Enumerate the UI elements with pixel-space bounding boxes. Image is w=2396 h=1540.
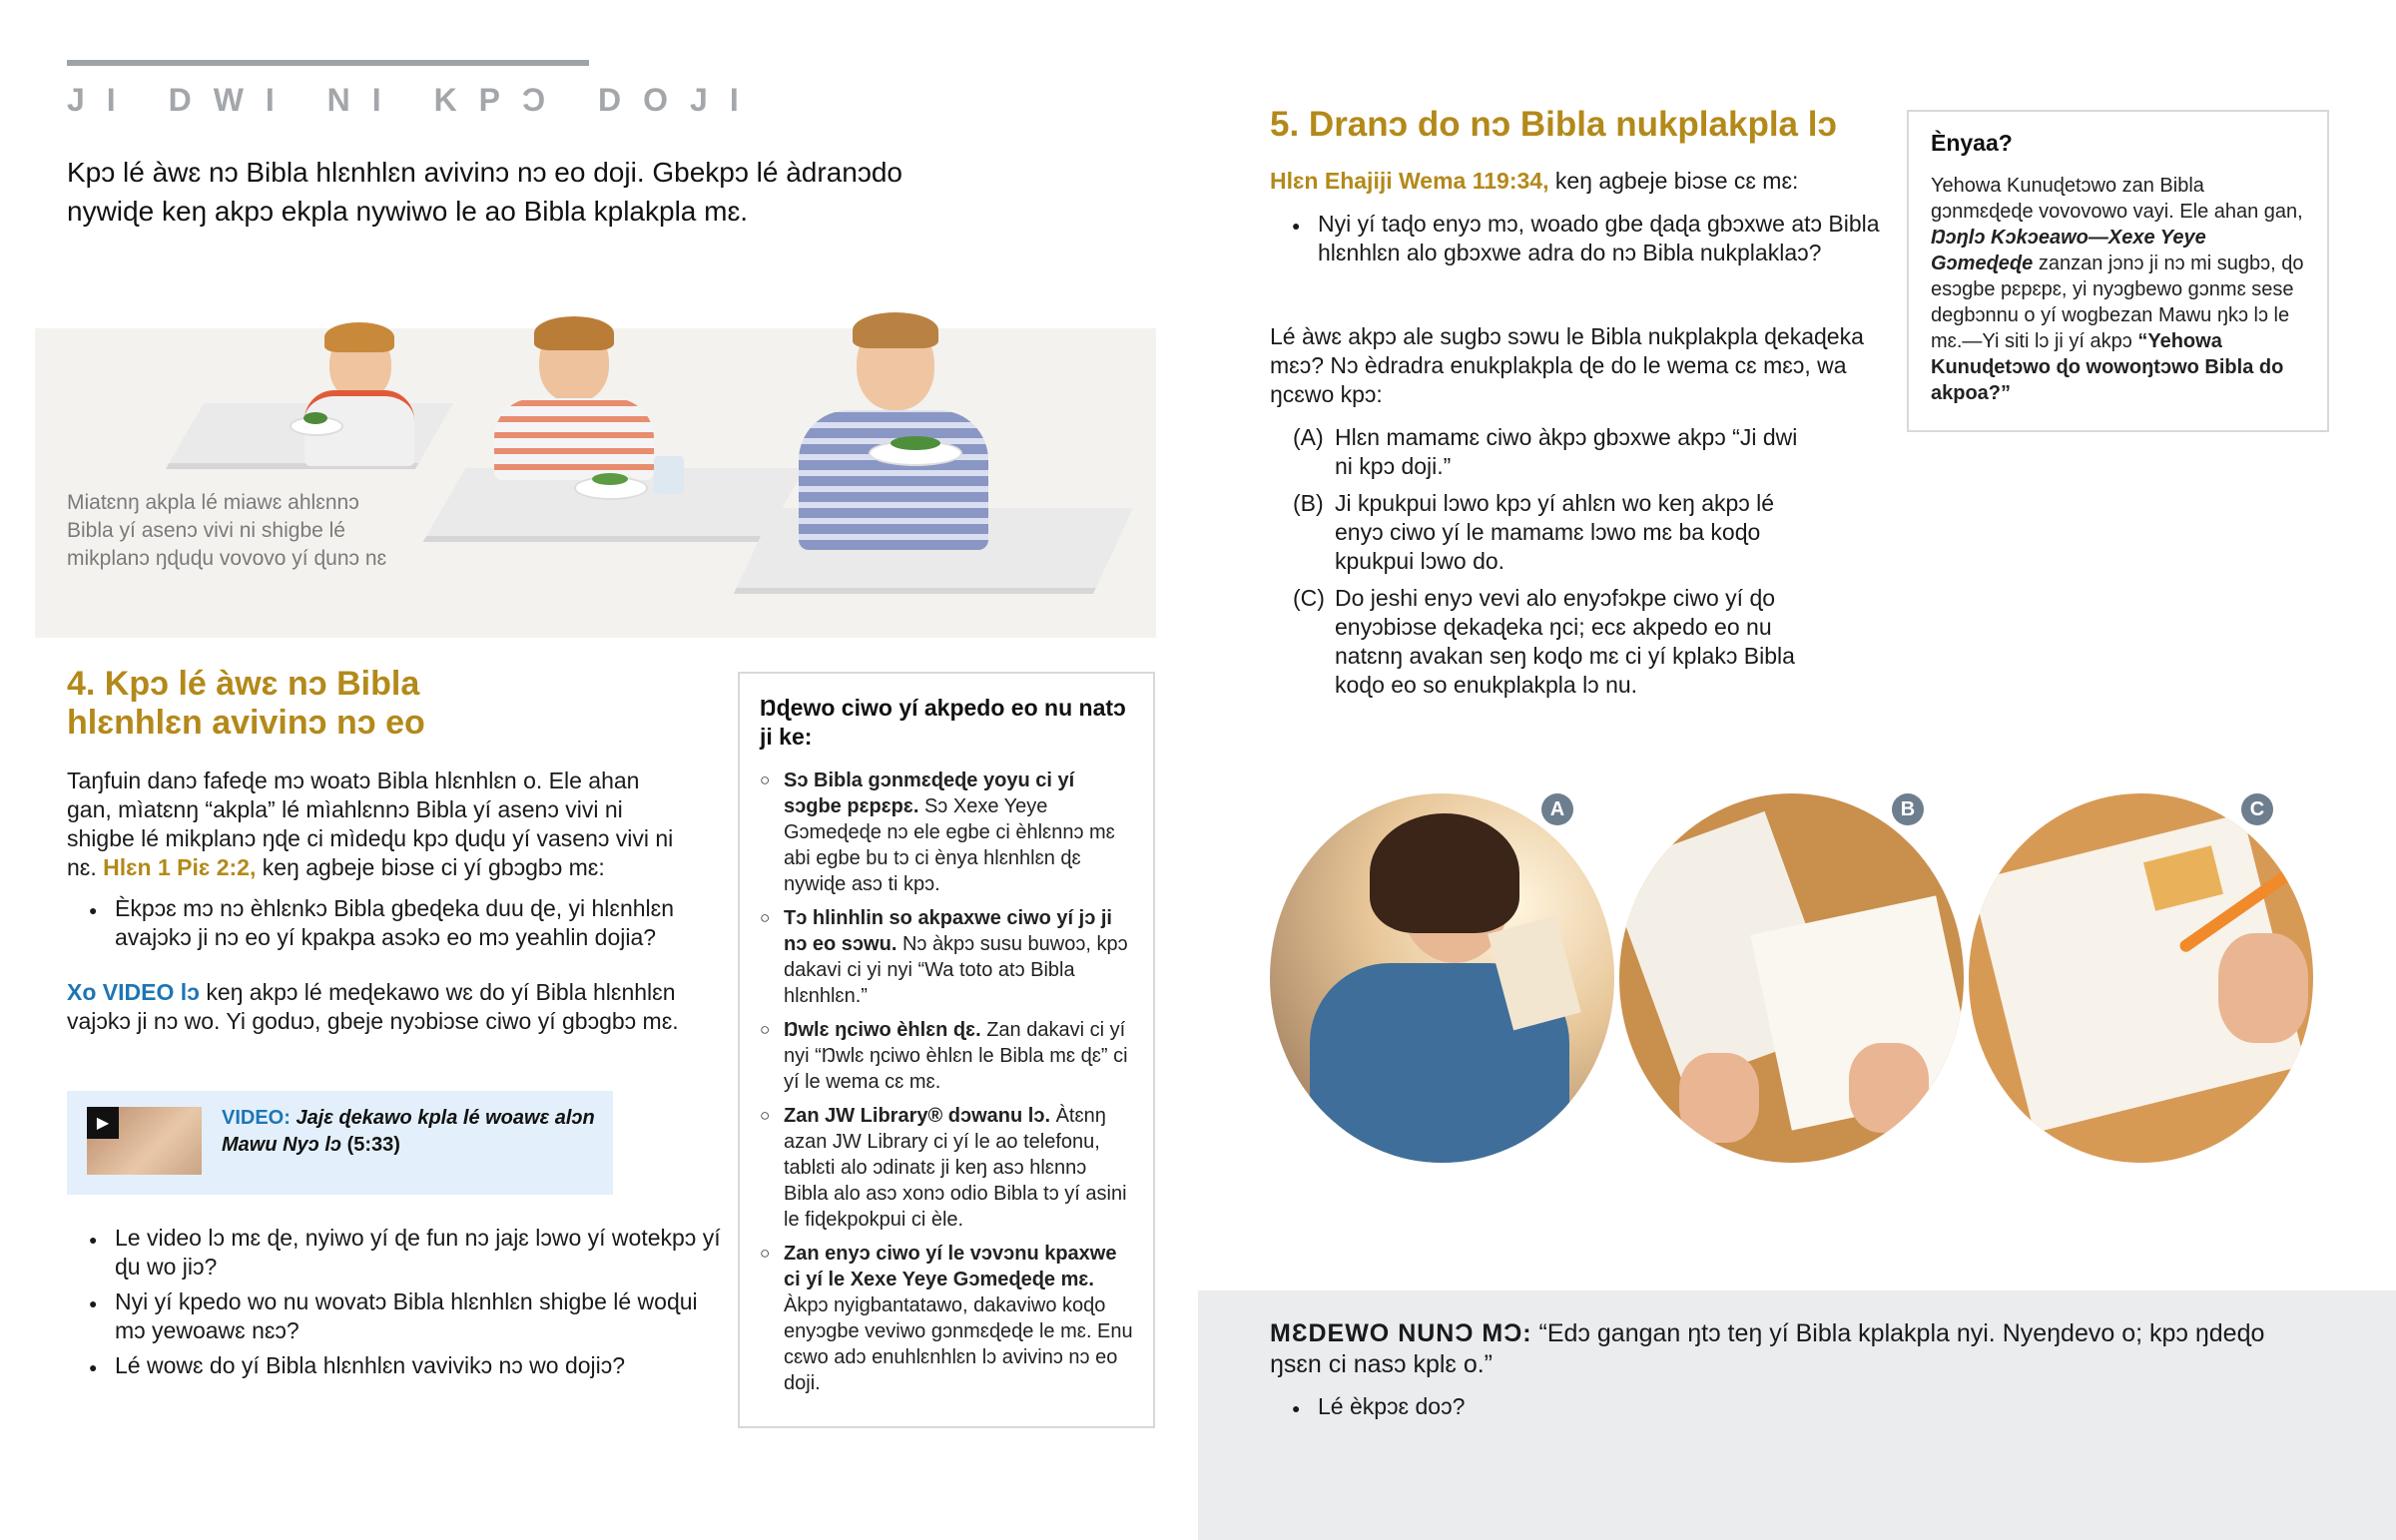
section-5-paragraph: Lé àwɛ akpɔ ale sugbɔ sɔwu le Bibla nukplakpla ɖekaɖeka mɛɔ? Nɔ èdradra enukplakpla ɖe do le wema cɛ mɛɔ, wa ŋcɛwo kpɔ: (1270, 323, 1864, 407)
video-title[interactable] (222, 1105, 601, 1159)
badge-a: A (1541, 793, 1573, 825)
list-item: ● Lé wowɛ do yí Bibla hlɛnhlɛn vavivikɔ nɔ wo dojiɔ? (115, 1351, 734, 1380)
boy-trying (474, 328, 664, 478)
step-text: Do jeshi enyɔ vevi alo enyɔfɔkpe ciwo yí ɖo enyɔbiɔse ɖekaɖeka ŋci; ecɛ akpedo eo nu natɛnŋ avakan seŋ koɖo mɛ ci yí kplakɔ Bibla koɖo eo so enukplakpla lɔ nu. (1335, 585, 1795, 698)
badge-c: C (2241, 793, 2273, 825)
tips-list (760, 768, 1133, 1396)
section-5-bullet-list (1270, 210, 1917, 273)
list-item: ● Nyi yí kpedo wo nu wovatɔ Bibla hlɛnhlɛn shigbe lé woɖui mɔ yewoawɛ nɛɔ? (115, 1287, 734, 1345)
tip-bold: Zan enyɔ ciwo yí le vɔvɔnu kpaxwe ci yí le Xexe Yeye Gɔmeɖeɖe mɛ. (784, 1243, 1117, 1290)
plate-3 (869, 440, 962, 466)
intro-text: Kpɔ lé àwɛ nɔ Bibla hlɛnhlɛn avivinɔ nɔ eo doji. Gbekpɔ lé àdranɔdo nywiɖe keŋ akpɔ ekpla nywiwo le ao Bibla kplakpla mɛ. (67, 157, 902, 227)
illustration-a (1270, 793, 1614, 1163)
illustration-b (1619, 793, 1964, 1163)
video-card[interactable] (67, 1091, 613, 1195)
badge-b: B (1892, 793, 1924, 825)
video-link[interactable]: Xo VIDEO lɔ (67, 979, 200, 1005)
section-4-para-text: Taŋfuin danɔ fafeɖe mɔ woatɔ Bibla hlɛnhlɛn o. Ele ahan gan, mìatɛnŋ “akpla” lé mìahlɛnnɔ Bibla yí asenɔ vivi ni shigbe lé mikplanɔ ŋɖe ci mìdeɖu kpɔ ɖuɖu yí vasenɔ vivi ni nɛ. (67, 768, 674, 880)
dyk-mid: zanzan jɔnɔ ji nɔ mi sugbɔ, ɖo esɔgbe pɛpɛpɛ, yi nyɔgbewo gɔnmɛ sese degbɔnnu o yí wogbezan Mawu ŋkɔ lɔ le mɛ.—Yi siti lɔ ji yí akpɔ (1931, 253, 2304, 352)
section-4-heading-line1: 4. Kpɔ lé àwɛ nɔ Bibla (67, 665, 420, 703)
hero-illustration (35, 328, 1156, 638)
hand-right (1849, 1043, 1929, 1133)
dyk-bold[interactable]: “Yehowa Kunuɖetɔwo ɖo wowoŋtɔwo Bibla do akpoa?” (1931, 330, 2284, 404)
video-question-list (67, 1224, 734, 1386)
dyk-start: Yehowa Kunuɖetɔwo zan Bibla gɔnmɛɖeɖe vovovowo vayi. Ele ahan gan, (1931, 175, 2303, 223)
list-item (784, 1241, 1133, 1396)
list-item: ● Le video lɔ mɛ ɖe, nyiwo yí ɖe fun nɔ jajɛ lɔwo yí wotekpɔ yí ɖu wo jiɔ? (115, 1224, 734, 1282)
tips-box-title: Ŋɖewo ciwo yí akpedo eo nu natɔ ji ke: (760, 695, 1126, 750)
tip-bold: Ŋwlɛ ŋciwo èhlɛn ɖɛ. (784, 1019, 981, 1041)
step-text: Hlɛn mamamɛ ciwo àkpɔ gbɔxwe akpɔ “Ji dwi ni kpɔ doji.” (1335, 424, 1798, 479)
list-item (784, 905, 1133, 1009)
did-you-know-title: Ènyaa? (1931, 130, 2013, 156)
list-item (1293, 584, 1812, 700)
scripture-ref-1pie[interactable]: Hlɛn 1 Piɛ 2:2, (103, 854, 257, 880)
plate-1 (290, 416, 343, 436)
dyk-italic: Ŋɔŋlɔ Kɔkɔeawo—Xexe Yeye Gɔmeɖeɖe (1931, 227, 2206, 274)
tip-text: Sɔ Xexe Yeye Gɔmeɖeɖe nɔ ele egbe ci èhlɛnnɔ mɛ abi egbe bu tɔ ci ènya hlɛnhlɛn ɖɛ nywiɖe asɔ ti kpɔ. (784, 795, 1115, 895)
section-4-bullet-list (67, 894, 734, 958)
step-letter: (A) (1293, 424, 1324, 450)
scripture-ref-psalm[interactable]: Hlɛn Ehajiji Wema 119:34, (1270, 168, 1549, 194)
video-duration: (5:33) (346, 1134, 400, 1156)
did-you-know-text (1931, 173, 2305, 406)
list-item (1293, 423, 1812, 481)
list-item: ● Nyi yí taɖo enyɔ mɔ, woado gbe ɖaɖa gbɔxwe atɔ Bibla hlɛnhlɛn alo gbɔxwe adra do nɔ Bibla nukplaklaɔ? (1318, 210, 1917, 267)
meditation-bullet-list (1270, 1392, 1917, 1427)
illustration-c (1969, 793, 2313, 1163)
tip-bold: Zan JW Library® dɔwanu lɔ. (784, 1105, 1051, 1127)
tip-bold: Tɔ hlinhlin so akpaxwe ciwo yí jɔ ji nɔ eo sɔwu. (784, 907, 1112, 955)
video-intro (67, 978, 686, 1036)
boy-enjoying (779, 318, 998, 548)
tip-text: Nɔ àkpɔ susu buwoɔ, kpɔ dakavi ci yi nyi “Wa toto atɔ Bibla hlɛnhlɛn.” (784, 933, 1128, 1007)
video-title-text: Jajɛ ɖekawo kpla lé woawɛ alɔn Mawu Nyɔ lɔ (222, 1107, 595, 1156)
step-letter: (B) (1293, 490, 1324, 516)
section-5-ref-tail: keŋ agbeje biɔse cɛ mɛ: (1554, 168, 1799, 194)
yogurt-cup (654, 456, 684, 494)
tip-bold: Sɔ Bibla gɔnmɛɖeɖe yoyu ci yí sɔgbe pɛpɛpɛ. (784, 770, 1075, 817)
video-intro-text: keŋ akpɔ lé meɖekawo wɛ do yí Bibla hlɛnhlɛn vajɔkɔ ji nɔ wo. Yi goduɔ, gbeje nyɔbiɔse ciwo yí gbɔgbɔ mɛ. (67, 979, 679, 1034)
video-thumbnail[interactable] (87, 1107, 202, 1175)
list-item (784, 768, 1133, 897)
video-label: VIDEO: (222, 1107, 291, 1129)
list-item: ● Lé èkpɔɛ doɔ? (1318, 1392, 1917, 1421)
meditation-quote: “Edɔ gangan ŋtɔ teŋ yí Bibla kplakpla nyi. Nyeŋdevo o; kpɔ ŋdeɖo ŋsɛn ci nasɔ kplɛ o.” (1270, 1319, 2265, 1378)
plate-2 (574, 476, 648, 500)
meditation (1270, 1318, 2288, 1380)
list-item: ● Èkpɔɛ mɔ nɔ èhlɛnkɔ Bibla gbeɖeka duu ɖe, yi hlɛnhlɛn avajɔkɔ ji nɔ eo yí kpakpa asɔkɔ eo mɔ yeahlin dojia? (115, 894, 734, 952)
play-icon[interactable]: ▶ (87, 1107, 119, 1139)
section-4-paragraph (67, 767, 686, 882)
section-4-heading (67, 665, 586, 743)
section-title: JI DWI NI KPƆ DOJI (67, 82, 761, 118)
section-rule (67, 60, 589, 66)
hero-caption: Miatɛnŋ akpla lé miawɛ ahlɛnnɔ Bibla yí asenɔ vivi ni shigbe lé mikplanɔ ŋɖuɖu vovovo yí ɖunɔ nɛ (67, 491, 387, 570)
tip-text: Àtɛnŋ azan JW Library ci yí le ao telefonu, tablɛti alo ɔdinatɛ ji keŋ asɔ hlɛnnɔ Bibla alo asɔ xonɔ odio Bibla tɔ yí asini le fiɖekpokpui ci èle. (784, 1105, 1127, 1231)
section-5-heading: 5. Dranɔ do nɔ Bibla nukplakpla lɔ (1270, 105, 1837, 144)
hand-writing (2218, 933, 2308, 1043)
tip-text: Zan dakavi ci yí nyi “Ŋwlɛ ŋciwo èhlɛn le Bibla mɛ ɖɛ” ci yí le wema cɛ mɛ. (784, 1019, 1128, 1093)
study-steps (1293, 423, 1812, 708)
step-text: Ji kpukpui lɔwo kpɔ yí ahlɛn wo keŋ akpɔ lé enyɔ ciwo yí le mamamɛ lɔwo mɛ ba koɖo kpukpui lɔwo do. (1335, 490, 1775, 574)
section-5-ref-line (1270, 167, 1869, 196)
hand-left (1679, 1053, 1759, 1143)
meditation-label: MƐDEWO NUNƆ MƆ: (1270, 1319, 1532, 1347)
girl-hair (1370, 813, 1519, 933)
list-item (1293, 489, 1812, 576)
section-4-heading-line2: hlɛnhlɛn avivinɔ nɔ eo (67, 704, 425, 742)
list-item (784, 1017, 1133, 1095)
did-you-know-box (1907, 110, 2329, 432)
section-4-para-tail: keŋ agbeje biɔse ci yí gbɔgbɔ mɛ: (262, 854, 605, 880)
step-letter: (C) (1293, 585, 1325, 611)
list-item (784, 1103, 1133, 1233)
tip-text: Àkpɔ nyigbantatawo, dakaviwo koɖo enyɔgbe veviwo gɔnmɛɖeɖe le mɛ. Enu cɛwo adɔ enuhlɛnhlɛn lɔ avivinɔ nɔ eo doji. (784, 1294, 1133, 1394)
tips-box (738, 672, 1155, 1428)
